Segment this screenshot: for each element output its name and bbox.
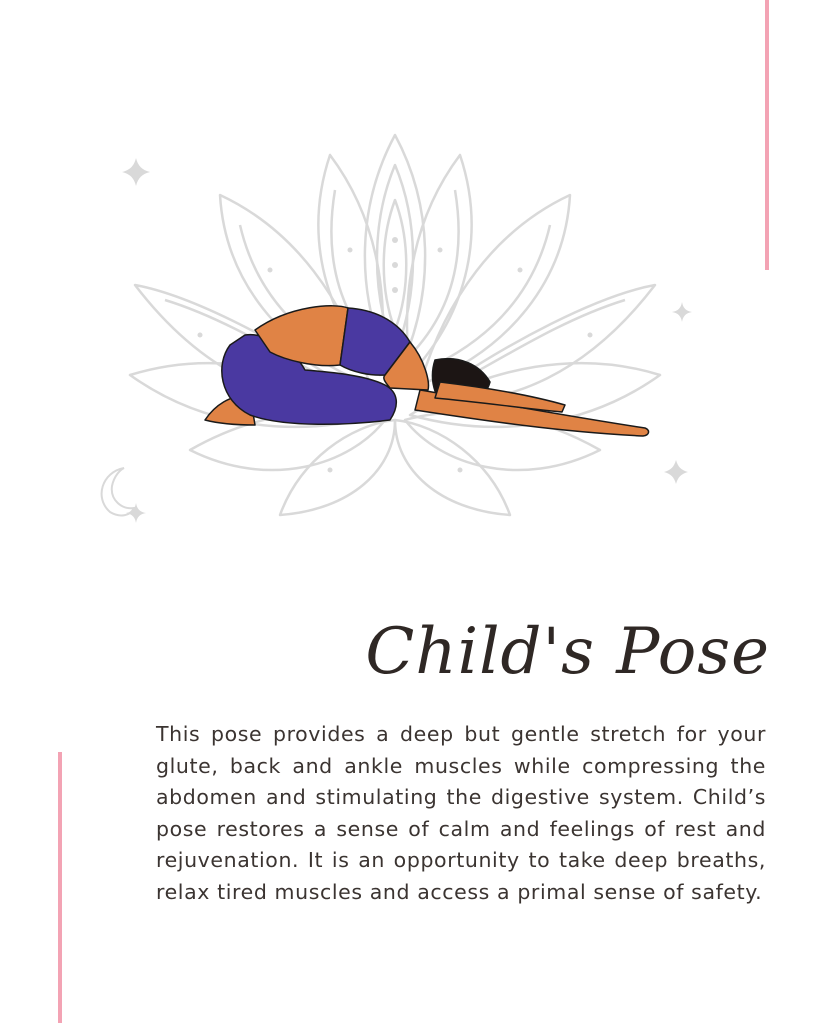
crescent-moon-icon (102, 468, 134, 515)
accent-line-top (765, 0, 769, 270)
pose-title: Child's Pose (365, 615, 770, 689)
accent-line-bottom (58, 752, 62, 1023)
sparkle-icon (672, 302, 692, 322)
sparkle-icon (664, 460, 688, 484)
sparkle-icon (122, 158, 150, 186)
pose-description: This pose provides a deep but gentle stretch for your glute, back and ankle muscles while compressing the abdomen and stimulating the digestive system. Child’s pose restores a sense of calm and feelings of rest and rejuvenation. It is an opportunity to take deep breaths, relax tired muscles and access a primal sense of safety. (156, 722, 766, 904)
pose-illustration (80, 120, 700, 540)
